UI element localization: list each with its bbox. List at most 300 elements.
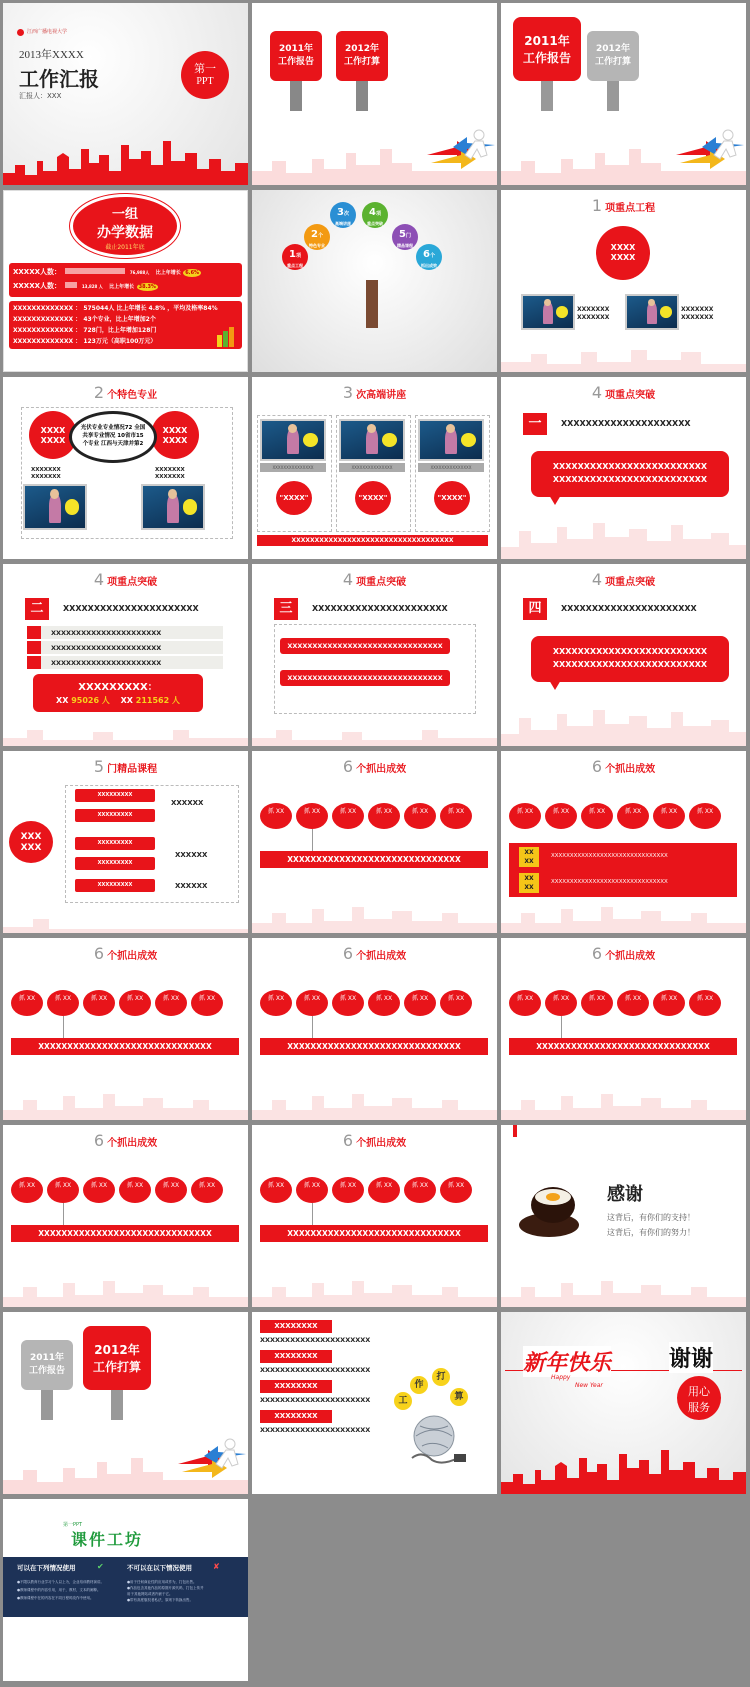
result-dot: 抓 XX	[689, 803, 721, 829]
section-title	[252, 383, 497, 402]
result-bar: XXXXXXXXXXXXXXXXXXXXXXXXXXXXXX	[11, 1225, 239, 1242]
connector-line	[312, 1203, 313, 1225]
slide-12-breakthrough[interactable]	[501, 564, 746, 746]
connector-line	[312, 1016, 313, 1038]
denied-line: ●带有高度版权者私法，原则下转换出售。	[127, 1598, 194, 1602]
result-dot: 抓 XX	[653, 990, 685, 1016]
overview-circle-5	[392, 224, 418, 250]
license-panel	[3, 1557, 248, 1617]
lecture-caption-1: XXXXXXXXXXXXXXX	[260, 463, 326, 472]
thanks-line-2: 这背后，有你们的努力！	[607, 1228, 695, 1237]
result-dot: 抓 XX	[296, 803, 328, 829]
section-mark: 一	[523, 413, 547, 435]
row2-pct: 38.3%	[138, 284, 156, 290]
row-bullet	[27, 641, 41, 654]
result-dot: 抓 XX	[155, 1177, 187, 1203]
logo-icon	[17, 29, 24, 36]
summary-value-2: 211562 人	[135, 696, 180, 705]
slide-11-breakthrough[interactable]	[252, 564, 497, 746]
data-title: 一组	[111, 207, 138, 222]
slide-24-new-year[interactable]	[501, 1312, 746, 1494]
speech-line: XXXXXXXXXXXXXXXXXXXXXXXXX	[552, 660, 708, 669]
sign-2012	[83, 1326, 151, 1390]
section-title	[3, 570, 248, 589]
sign-2011-text: 工作报告	[28, 1366, 65, 1376]
section-heading-text: XXXXXXXXXXXXXXXXXXXXXX	[561, 604, 697, 613]
result-dot: 抓 XX	[545, 990, 577, 1016]
brand-name: 课件工坊	[71, 1530, 144, 1549]
slide-4-data[interactable]	[3, 190, 248, 372]
pink-skyline-icon	[3, 1070, 248, 1120]
section-heading: 门精品课程	[107, 764, 158, 775]
slide-1-cover[interactable]	[3, 3, 248, 185]
photo-left	[23, 484, 87, 530]
thanks-title: 感谢	[607, 1184, 643, 1205]
sign-2011-text: 工作报告	[277, 57, 314, 67]
sign-post	[41, 1390, 53, 1420]
overview-circle-3	[330, 202, 356, 228]
section-number: 6	[591, 757, 603, 776]
slide-5-overview[interactable]	[252, 190, 497, 372]
result-bar: XXXXXXXXXXXXXXXXXXXXXXXXXXXXXX	[260, 1225, 488, 1242]
row-text: XXXXXXXXXXXXXXXXXXXXXX	[51, 644, 162, 652]
speech-line: XXXXXXXXXXXXXXXXXXXXXXXXX	[552, 647, 708, 656]
slide-19-results[interactable]	[3, 1125, 248, 1307]
pink-skyline-icon	[501, 322, 746, 372]
caption-left: XXXXXXX XXXXXXX	[31, 467, 61, 480]
section-title	[501, 196, 746, 215]
course-pill-3: XXXXXXXXX	[75, 837, 155, 850]
stat-list	[9, 301, 242, 349]
project-circle: XXXX XXXX	[596, 226, 650, 280]
result-dot: 抓 XX	[155, 990, 187, 1016]
overview-sub: 精品课程	[397, 243, 413, 248]
overview-num: 2	[311, 229, 318, 240]
sign-2012-year: 2012年	[595, 44, 631, 54]
section-title	[252, 757, 497, 776]
year-line: 2013年XXXX	[19, 49, 84, 61]
section-number: 6	[93, 944, 105, 963]
result-dot: 抓 XX	[296, 1177, 328, 1203]
slide-15-results[interactable]	[501, 751, 746, 933]
course-label-2: XXXXXX	[175, 851, 208, 859]
section-number: 6	[342, 1131, 354, 1150]
data-subtitle: 办学数据	[97, 225, 153, 241]
overview-sub: 重点突破	[367, 221, 383, 226]
overview-num: 6	[423, 249, 430, 260]
overview-unit: 个	[429, 253, 435, 259]
denied-line: 用于其他网站或者内嵌于它。	[127, 1592, 173, 1596]
specialty-circle-left: XXXX XXXX	[29, 411, 77, 459]
specialty-circle-right: XXXX XXXX	[151, 411, 199, 459]
lecture-photo-3	[418, 419, 484, 461]
sign-2012-text: 工作打算	[594, 57, 631, 67]
section-heading: 个抓出成效	[605, 764, 656, 775]
sign-2011-text: 工作报告	[522, 51, 571, 65]
row2-bar	[65, 282, 77, 288]
sign-2011	[21, 1340, 73, 1390]
row-text: XXXXXXXXXXXXXXXXXXXXXX	[51, 629, 162, 637]
section-title	[3, 383, 248, 402]
section-number: 6	[591, 944, 603, 963]
slide-22-signs[interactable]	[3, 1312, 248, 1494]
sign-2011	[270, 31, 322, 81]
connector-line	[63, 1016, 64, 1038]
row2-value: 13,828 人	[81, 284, 103, 289]
speech-box	[531, 636, 729, 682]
slide-25-license[interactable]	[3, 1499, 248, 1681]
result-dot: 抓 XX	[119, 990, 151, 1016]
pink-skyline-icon	[501, 1257, 746, 1307]
plan-line-1: XXXXXXXXXXXXXXXXXXXXXX	[260, 1336, 371, 1344]
slide-6-project[interactable]	[501, 190, 746, 372]
sign-post	[541, 81, 553, 111]
overview-unit: 次	[343, 211, 349, 217]
row1-label: XXXXX人数：	[13, 268, 61, 276]
stat-line: XXXXXXXXXXXXX ： 575044人 比上年增长 4.8% ，平均及格率84%	[13, 305, 218, 312]
red-skyline-icon	[501, 1444, 746, 1494]
row2-growth: 比上年增长	[109, 284, 135, 290]
stat-rows	[9, 263, 242, 297]
section-number: 2	[93, 383, 105, 402]
plan-line-3: XXXXXXXXXXXXXXXXXXXXXX	[260, 1396, 371, 1404]
section-title	[252, 1131, 497, 1150]
runner-arrows-icon	[168, 1434, 248, 1484]
section-heading: 次高端讲座	[356, 390, 407, 401]
badge-line-1: 第一	[194, 63, 216, 75]
lecture-photo-1	[260, 419, 326, 461]
section-number: 4	[591, 570, 603, 589]
new-year-text: New Year	[575, 1382, 603, 1389]
stat-line: XXXXXXXXXXXXX ： 123万元（高职100万元）	[13, 338, 157, 345]
result-dot: 抓 XX	[332, 990, 364, 1016]
course-circle: XXX XXX	[9, 821, 53, 863]
result-dot: 抓 XX	[47, 1177, 79, 1203]
globe-char-3: 打	[432, 1368, 450, 1386]
result-dot: 抓 XX	[617, 990, 649, 1016]
sign-2011	[513, 17, 581, 81]
sign-2012-text: 工作打算	[343, 57, 380, 67]
section-title	[252, 570, 497, 589]
photo-right	[141, 484, 205, 530]
lecture-caption-3: XXXXXXXXXXXXXXX	[418, 463, 484, 472]
result-dot: 抓 XX	[191, 990, 223, 1016]
section-heading: 个抓出成效	[107, 1138, 158, 1149]
overview-circle-6	[416, 244, 442, 270]
result-dot: 抓 XX	[440, 803, 472, 829]
overview-num: 3	[337, 207, 344, 218]
section-number: 1	[591, 196, 603, 215]
speech-tail	[549, 680, 561, 690]
section-number: 6	[93, 1131, 105, 1150]
service-badge	[677, 1376, 721, 1420]
globe-char-4: 算	[450, 1388, 468, 1406]
result-bar: XXXXXXXXXXXXXXXXXXXXXXXXXXXXXX	[260, 1038, 488, 1055]
slide-3-signs[interactable]	[501, 3, 746, 185]
globe-icon	[402, 1400, 472, 1470]
slide-13-courses[interactable]	[3, 751, 248, 933]
row-1	[27, 626, 223, 639]
result-dot: 抓 XX	[260, 990, 292, 1016]
overview-circle-2	[304, 224, 330, 250]
overview-unit: 项	[295, 253, 301, 259]
result-bar: XXXXXXXXXXXXXXXXXXXXXXXXXXXXXX	[509, 1038, 737, 1055]
sign-post	[290, 81, 302, 111]
summary-label-2: XX	[120, 696, 133, 705]
lecture-circle-2: "XXXX"	[355, 481, 391, 515]
sign-2012-text: 工作打算	[92, 1360, 141, 1374]
section-heading: 个抓出成效	[356, 1138, 407, 1149]
plan-line-2: XXXXXXXXXXXXXXXXXXXXXX	[260, 1366, 371, 1374]
check-icon: ✔	[97, 1562, 104, 1571]
pink-skyline-icon	[3, 1257, 248, 1307]
slide-7-specialty[interactable]	[3, 377, 248, 559]
highlight-bar-1: XXXXXXXXXXXXXXXXXXXXXXXXXXXXXXX	[280, 638, 450, 654]
summary-value-1: 95026 人	[71, 696, 110, 705]
runner-arrows-icon	[417, 125, 497, 175]
result-dot: 抓 XX	[368, 803, 400, 829]
teacup-icon	[515, 1177, 587, 1241]
result-dot: 抓 XX	[509, 803, 541, 829]
section-number: 5	[93, 757, 105, 776]
result-dot: 抓 XX	[332, 803, 364, 829]
section-heading: 个特色专业	[107, 390, 158, 401]
row-bullet	[27, 626, 41, 639]
overview-num: 5	[399, 229, 406, 240]
accent-tick	[513, 1125, 517, 1137]
slide-9-breakthrough[interactable]	[501, 377, 746, 559]
result-tag: XX XX	[519, 873, 539, 893]
overview-unit: 门	[405, 233, 411, 239]
connector-line	[63, 1203, 64, 1225]
pink-skyline-icon	[501, 696, 746, 746]
section-number: 4	[93, 570, 105, 589]
result-dot: 抓 XX	[368, 1177, 400, 1203]
plan-tag-4: XXXXXXXX	[260, 1410, 332, 1423]
section-title	[3, 944, 248, 963]
plan-tag-1: XXXXXXXX	[260, 1320, 332, 1333]
slide-21-thanks[interactable]	[501, 1125, 746, 1307]
lecture-caption-2: XXXXXXXXXXXXXXX	[339, 463, 405, 472]
section-heading: 个抓出成效	[356, 764, 407, 775]
data-title-oval	[70, 194, 180, 258]
speech-tail	[549, 495, 561, 505]
course-pill-4: XXXXXXXXX	[75, 857, 155, 870]
stat-line: XXXXXXXXXXXXX ： 728门，比上年增加128门	[13, 327, 157, 334]
connector-line	[312, 829, 313, 851]
result-bar: XXXXXXXXXXXXXXXXXXXXXXXXXXXXXX	[260, 851, 488, 868]
section-heading: 个抓出成效	[356, 951, 407, 962]
badge-line-2: PPT	[196, 76, 214, 87]
result-dot: 抓 XX	[653, 803, 685, 829]
section-heading-text: XXXXXXXXXXXXXXXXXXXXX	[561, 419, 691, 428]
allowed-line: ●教师课程中在的内容在不同日程时改作中使用。	[17, 1596, 94, 1600]
result-dot: 抓 XX	[11, 1177, 43, 1203]
pink-skyline-icon	[3, 696, 248, 746]
result-dot: 抓 XX	[11, 990, 43, 1016]
section-number: 4	[591, 383, 603, 402]
section-number: 6	[342, 944, 354, 963]
section-heading: 项重点突破	[356, 577, 407, 588]
course-pill-1: XXXXXXXXX	[75, 789, 155, 802]
slide-14-results[interactable]	[252, 751, 497, 933]
result-dot: 抓 XX	[545, 803, 577, 829]
result-line: XXXXXXXXXXXXXXXXXXXXXXXXXXXXXXX	[551, 879, 668, 885]
allowed-line: ●教师课程中的内容引用，用于，教材，文本的阐释。	[17, 1588, 101, 1592]
speech-line: XXXXXXXXXXXXXXXXXXXXXXXXX	[552, 462, 708, 471]
service-line-1: 用心	[688, 1386, 710, 1398]
result-bar: XXXXXXXXXXXXXXXXXXXXXXXXXXXXXX	[11, 1038, 239, 1055]
caption-right: XXXXXXX XXXXXXX	[155, 467, 185, 480]
result-dot: 抓 XX	[581, 990, 613, 1016]
slide-17-results[interactable]	[252, 938, 497, 1120]
result-dot: 抓 XX	[83, 1177, 115, 1203]
thanks-line-1: 这背后，有你们的支持！	[607, 1213, 695, 1222]
overview-sub: 特色专业	[309, 243, 325, 248]
slide-23-plan[interactable]	[252, 1312, 497, 1494]
result-dot: 抓 XX	[404, 803, 436, 829]
pink-skyline-icon	[252, 1257, 497, 1307]
result-dot: 抓 XX	[119, 1177, 151, 1203]
course-label-1: XXXXXX	[171, 799, 204, 807]
row-text: XXXXXXXXXXXXXXXXXXXXXX	[51, 659, 162, 667]
sign-2012-year: 2012年	[94, 1343, 140, 1357]
happy-text: Happy	[551, 1374, 571, 1381]
overview-sub: 高端讲座	[335, 221, 351, 226]
result-dot: 抓 XX	[83, 990, 115, 1016]
sign-2011-year: 2011年	[524, 34, 570, 48]
lecture-bar: XXXXXXXXXXXXXXXXXXXXXXXXXXXXXXXXXXX	[257, 535, 488, 546]
org-name: 江西广播电视大学	[27, 29, 68, 35]
highlight-bar-2: XXXXXXXXXXXXXXXXXXXXXXXXXXXXXXX	[280, 670, 450, 686]
result-dot: 抓 XX	[47, 990, 79, 1016]
allowed-heading: 可以在下列情况使用	[17, 1564, 76, 1572]
slide-18-results[interactable]	[501, 938, 746, 1120]
section-heading-text: XXXXXXXXXXXXXXXXXXXXXX	[63, 604, 199, 613]
result-dot: 抓 XX	[440, 1177, 472, 1203]
overview-unit: 个	[317, 233, 323, 239]
stat-line: XXXXXXXXXXXXX ： 43个专业，比上年增加2个	[13, 316, 156, 323]
sign-2012-year: 2012年	[344, 44, 380, 54]
specialty-bubble: 光伏专业专业情况72 全国共享专业情况 10省市15个专业 江西与天津并第2	[69, 411, 157, 463]
sign-2012	[336, 31, 388, 81]
section-heading: 个抓出成效	[107, 951, 158, 962]
sign-2011-year: 2011年	[278, 44, 314, 54]
section-number: 4	[342, 570, 354, 589]
row2-label: XXXXX人数：	[13, 282, 61, 290]
plan-tag-3: XXXXXXXX	[260, 1380, 332, 1393]
section-title	[501, 570, 746, 589]
overview-unit: 项	[375, 211, 381, 217]
result-dot: 抓 XX	[404, 990, 436, 1016]
slide-8-lectures[interactable]	[252, 377, 497, 559]
result-dot: 抓 XX	[509, 990, 541, 1016]
sign-2011-year: 2011年	[29, 1353, 65, 1363]
pink-skyline-icon	[252, 883, 497, 933]
section-heading: 项重点突破	[605, 577, 656, 588]
course-label-3: XXXXXX	[175, 882, 208, 890]
section-mark: 三	[274, 598, 298, 620]
row-2	[27, 641, 223, 654]
slide-20-results[interactable]	[252, 1125, 497, 1307]
connector-line	[561, 1016, 562, 1038]
result-dot: 抓 XX	[191, 1177, 223, 1203]
pink-skyline-icon	[501, 509, 746, 559]
result-tag: XX XX	[519, 847, 539, 867]
section-heading-text: XXXXXXXXXXXXXXXXXXXXXX	[312, 604, 448, 613]
result-dot: 抓 XX	[332, 1177, 364, 1203]
row1-value: 76,988人	[129, 270, 150, 275]
row1-growth: 比上年增长	[155, 270, 181, 276]
slide-10-breakthrough[interactable]	[3, 564, 248, 746]
denied-line: ●作品包含其他作品的原图片源代码，打包上传并	[127, 1586, 204, 1590]
result-dot: 抓 XX	[260, 803, 292, 829]
section-number: 6	[342, 757, 354, 776]
brand-top: 第一PPT	[63, 1522, 83, 1528]
section-title	[501, 757, 746, 776]
section-title	[252, 944, 497, 963]
sign-post	[356, 81, 368, 111]
plan-line-4: XXXXXXXXXXXXXXXXXXXXXX	[260, 1426, 371, 1434]
pink-skyline-icon	[501, 1070, 746, 1120]
row-bullet	[27, 656, 41, 669]
calligraphy-text: 新年快乐	[523, 1346, 611, 1377]
course-pill-5: XXXXXXXXX	[75, 879, 155, 892]
photo-right-caption: XXXXXXX XXXXXXX	[681, 306, 714, 321]
section-title	[501, 944, 746, 963]
overview-num: 4	[369, 207, 376, 218]
result-dot: 抓 XX	[581, 803, 613, 829]
course-pill-2: XXXXXXXXX	[75, 809, 155, 822]
bar-chart-icon	[216, 321, 240, 347]
sign-post	[607, 81, 619, 111]
speech-line: XXXXXXXXXXXXXXXXXXXXXXXXX	[552, 475, 708, 484]
denied-heading: 不可以在以下情况使用	[127, 1564, 192, 1572]
section-title	[3, 757, 248, 776]
slide-2-signs[interactable]	[252, 3, 497, 185]
globe-char-1: 工	[394, 1392, 412, 1410]
result-dot: 抓 XX	[296, 990, 328, 1016]
speech-box	[531, 451, 729, 497]
summary-title: XXXXXXXXX：	[78, 682, 158, 693]
cover-title: 工作汇报	[19, 67, 99, 91]
result-dot: 抓 XX	[368, 990, 400, 1016]
reporter: 汇报人：XXX	[19, 92, 62, 100]
allowed-line: ●不限以教育行业学习个人以上为，企业培训教材演讲。	[17, 1580, 105, 1584]
runner-arrows-icon	[666, 125, 746, 175]
section-mark: 四	[523, 598, 547, 620]
overview-sub: 抓出成效	[421, 263, 437, 268]
photo-left-caption: XXXXXXX XXXXXXX	[577, 306, 610, 321]
section-number: 3	[342, 383, 354, 402]
sign-post	[111, 1390, 123, 1420]
overview-sub: 重点工程	[287, 263, 303, 268]
red-skyline-icon	[3, 135, 248, 185]
section-mark: 二	[25, 598, 49, 620]
result-dot: 抓 XX	[689, 990, 721, 1016]
lecture-circle-3: "XXXX"	[434, 481, 470, 515]
result-dot: 抓 XX	[440, 990, 472, 1016]
section-heading: 项重点突破	[605, 390, 656, 401]
slide-16-results[interactable]	[3, 938, 248, 1120]
section-heading: 个抓出成效	[605, 951, 656, 962]
section-heading: 项重点突破	[107, 577, 158, 588]
pink-skyline-icon	[3, 883, 248, 933]
sign-2012	[587, 31, 639, 81]
tree-trunk	[366, 280, 378, 328]
section-title	[3, 1131, 248, 1150]
ppt-badge	[181, 51, 229, 99]
